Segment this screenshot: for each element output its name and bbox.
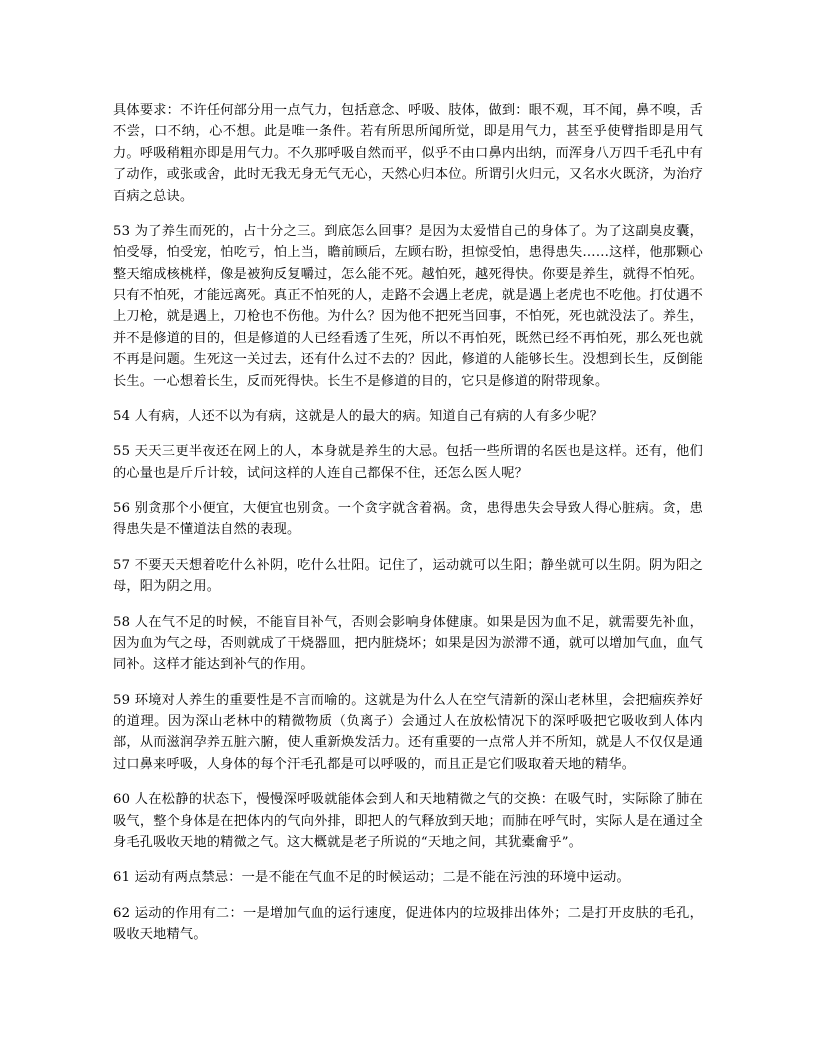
paragraph-55: 55 天天三更半夜还在网上的人，本身就是养生的大忌。包括一些所谓的名医也是这样。还有，他们的心量也是斤斤计较，试问这样的人连自己都保不住，还怎么医人呢？	[113, 444, 703, 481]
paragraph-59: 59 环境对人养生的重要性是不言而喻的。这就是为什么人在空气清新的深山老林里，会把痼疾养好的道理。因为深山老林中的精微物质（负离子）会通过人在放松情况下的深呼吸把它吸收到人体内部，从而滋润孕养五脏六腑，使人重新焕发活力。还有重要的一点常人并不所知，就是人不仅仅是通过口鼻来呼吸，人身体的每个汗毛孔都是可以呼吸的，而且正是它们吸取着天地的精华。	[113, 692, 703, 772]
paragraph-60: 60 人在松静的状态下，慢慢深呼吸就能体会到人和天地精微之气的交换：在吸气时，实际除了肺在吸气，整个身体是在把体内的气向外排，即把人的气释放到天地；而肺在呼气时，实际人是在通过全身毛孔吸收天地的精微之气。这大概就是老子所说的“天地之间，其犹橐龠乎”。	[113, 792, 703, 850]
paragraph-53: 53 为了养生而死的，占十分之三。到底怎么回事？是因为太爱惜自己的身体了。为了这副臭皮囊，怕受辱，怕受宠，怕吃亏，怕上当，瞻前顾后，左顾右盼，担惊受怕，患得患失……这样，他那颗心整天缩成核桃样，像是被狗反复嚼过，怎么能不死。越怕死，越死得快。你要是养生，就得不怕死。只有不怕死，才能远离死。真正不怕死的人，走路不会遇上老虎，就是遇上老虎也不吃他。打仗遇不上刀枪，就是遇上，刀枪也不伤他。为什么？因为他不把死当回事，不怕死，死也就没法了。养生，并不是修道的目的，但是修道的人已经看透了生死，所以不再怕死，既然已经不再怕死，那么死也就不再是问题。生死这一关过去，还有什么过不去的？因此，修道的人能够长生。没想到长生，反倒能长生。一心想着长生，反而死得快。长生不是修道的目的，它只是修道的附带现象。	[113, 223, 703, 389]
paragraph-58: 58 人在气不足的时候，不能盲目补气，否则会影响身体健康。如果是因为血不足，就需要先补血，因为血为气之母，否则就成了干烧器皿，把内脏烧坏；如果是因为淤滞不通，就可以增加气血，血气同补。这样才能达到补气的作用。	[113, 614, 703, 673]
paragraph-57: 57 不要天天想着吃什么补阴，吃什么壮阳。记住了，运动就可以生阳；静坐就可以生阴。阴为阳之母，阳为阴之用。	[113, 557, 703, 595]
paragraph-56: 56 别贪那个小便宜，大便宜也别贪。一个贪字就含着祸。贪，患得患失会导致人得心脏病。贪，患得患失是不懂道法自然的表现。	[113, 501, 703, 538]
paragraph-61: 61 运动有两点禁忌：一是不能在气血不足的时候运动；二是不能在污浊的环境中运动。	[113, 870, 630, 886]
paragraph-62: 62 运动的作用有二：一是增加气血的运行速度，促进体内的垃圾排出体外；二是打开皮肤的毛孔，吸收天地精气。	[113, 905, 703, 942]
paragraph-requirements: 具体要求：不许任何部分用一点气力，包括意念、呼吸、肢体，做到：眼不观，耳不闻，鼻不嗅，舌不尝，口不纳，心不想。此是唯一条件。若有所思所闻所觉，即是用气力，甚至乎使臂指即是用气力。呼吸稍粗亦即是用气力。不久那呼吸自然而平，似乎不由口鼻内出纳，而浑身八万四千毛孔中有了动作，或张或舍，此时无我无身无气无心，天然心归本位。所谓引火归元，又名水火既济，为治疗百病之总诀。	[113, 103, 703, 204]
paragraph-54: 54 人有病，人还不以为有病，这就是人的最大的病。知道自己有病的人有多少呢？	[113, 408, 604, 424]
document-body	[113, 100, 703, 945]
